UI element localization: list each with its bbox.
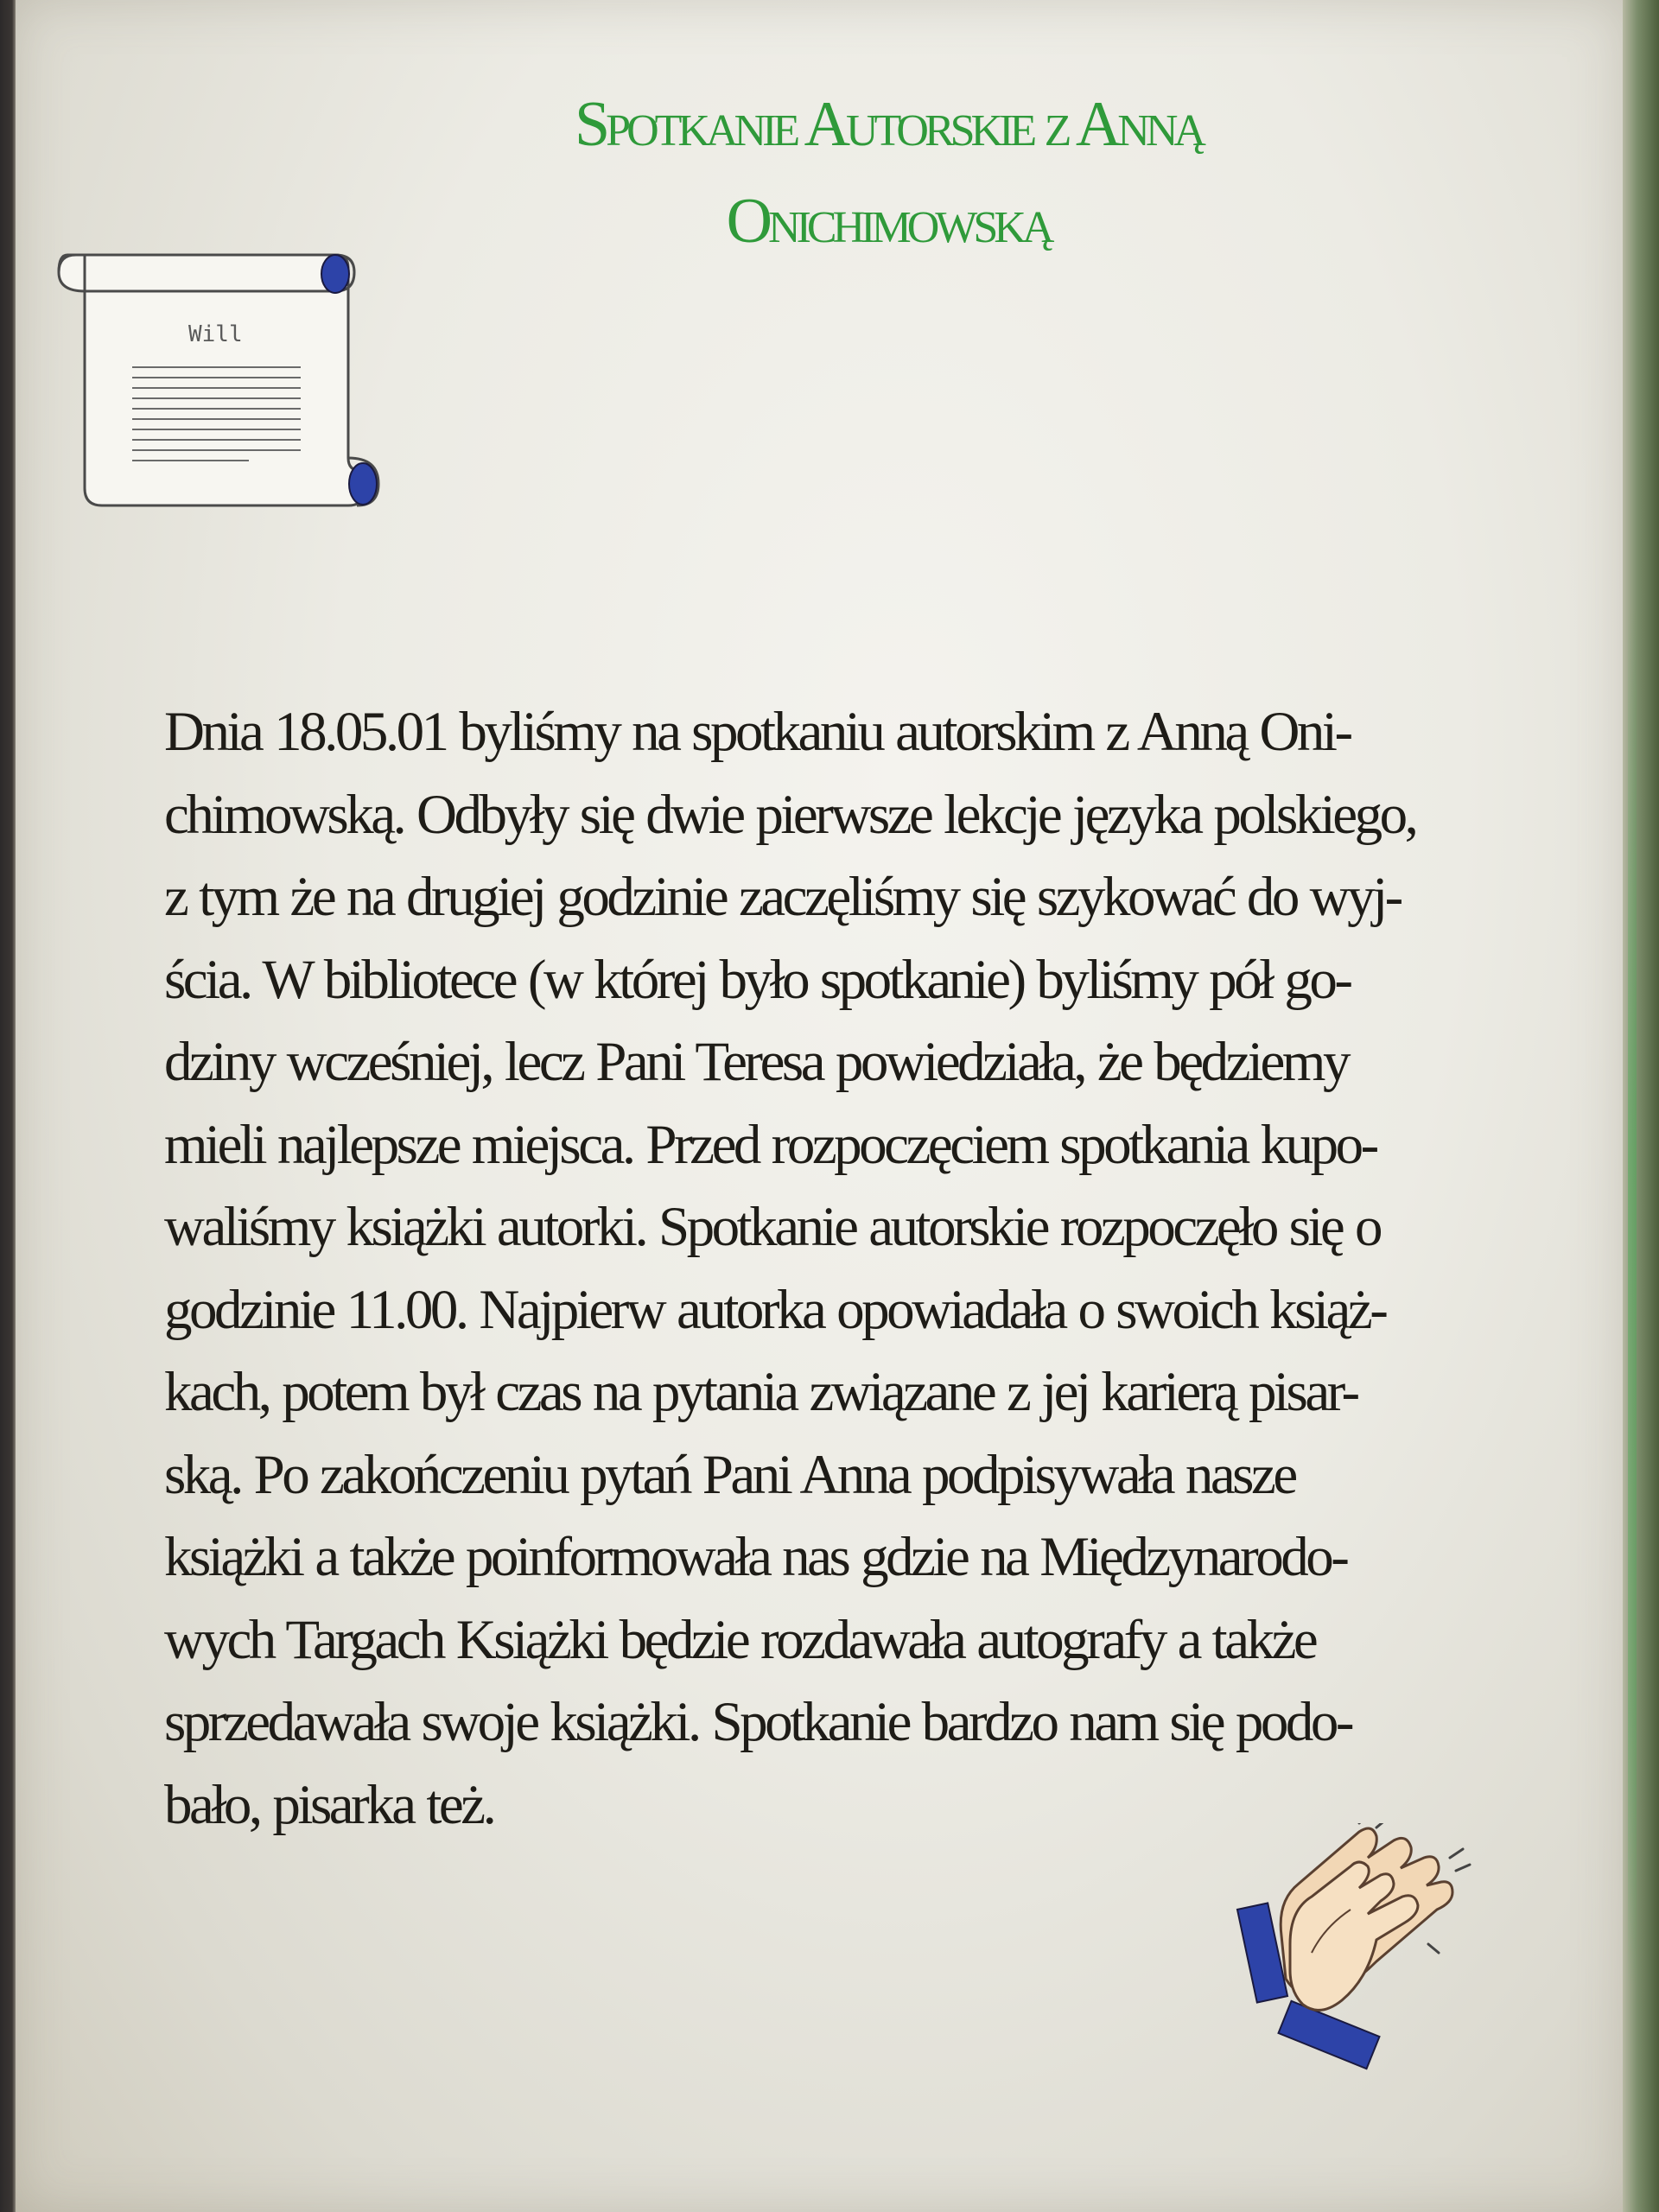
scroll-icon xyxy=(50,238,396,523)
body-line: kach, potem był czas na pytania związane z jej karierą pisar- xyxy=(164,1361,1357,1423)
article-body xyxy=(164,691,1555,1847)
clapping-hands-icon xyxy=(1230,1823,1489,2074)
background-edge xyxy=(1623,0,1659,2212)
body-line: bało, pisarka też. xyxy=(164,1773,494,1836)
body-line: mieli najlepsze miejsca. Przed rozpoczęciem spotkania kupo- xyxy=(164,1113,1376,1176)
body-line: z tym że na drugiej godzinie zaczęliśmy się szykować do wyj- xyxy=(164,866,1401,928)
body-line: ską. Po zakończeniu pytań Pani Anna podpisywała nasze xyxy=(164,1443,1295,1506)
body-line: książki a także poinformowała nas gdzie na Międzynarodo- xyxy=(164,1526,1347,1588)
title-line-2: Onichimowską xyxy=(726,186,1051,257)
scroll-label: Will xyxy=(188,321,243,347)
body-line: sprzedawała swoje książki. Spotkanie bardzo nam się podo- xyxy=(164,1691,1352,1753)
body-line: wych Targach Książki będzie rozdawała autografy a także xyxy=(164,1608,1316,1671)
body-line: chimowską. Odbyły się dwie pierwsze lekcje języka polskiego, xyxy=(164,783,1416,846)
paper-sheet xyxy=(16,0,1624,2212)
body-line: dziny wcześniej, lecz Pani Teresa powiedziała, że będziemy xyxy=(164,1031,1348,1093)
body-line: Dnia 18.05.01 byliśmy na spotkaniu autorskim z Anną Oni- xyxy=(164,701,1351,763)
body-line: godzinie 11.00. Najpierw autorka opowiadała o swoich książ- xyxy=(164,1278,1386,1341)
body-line: waliśmy książki autorki. Spotkanie autorskie rozpoczęło się o xyxy=(164,1196,1381,1258)
page-title xyxy=(327,76,1450,270)
title-line-1: Spotkanie Autorskie z Anną xyxy=(575,89,1202,160)
body-line: ścia. W bibliotece (w której było spotkanie) byliśmy pół go- xyxy=(164,948,1351,1011)
